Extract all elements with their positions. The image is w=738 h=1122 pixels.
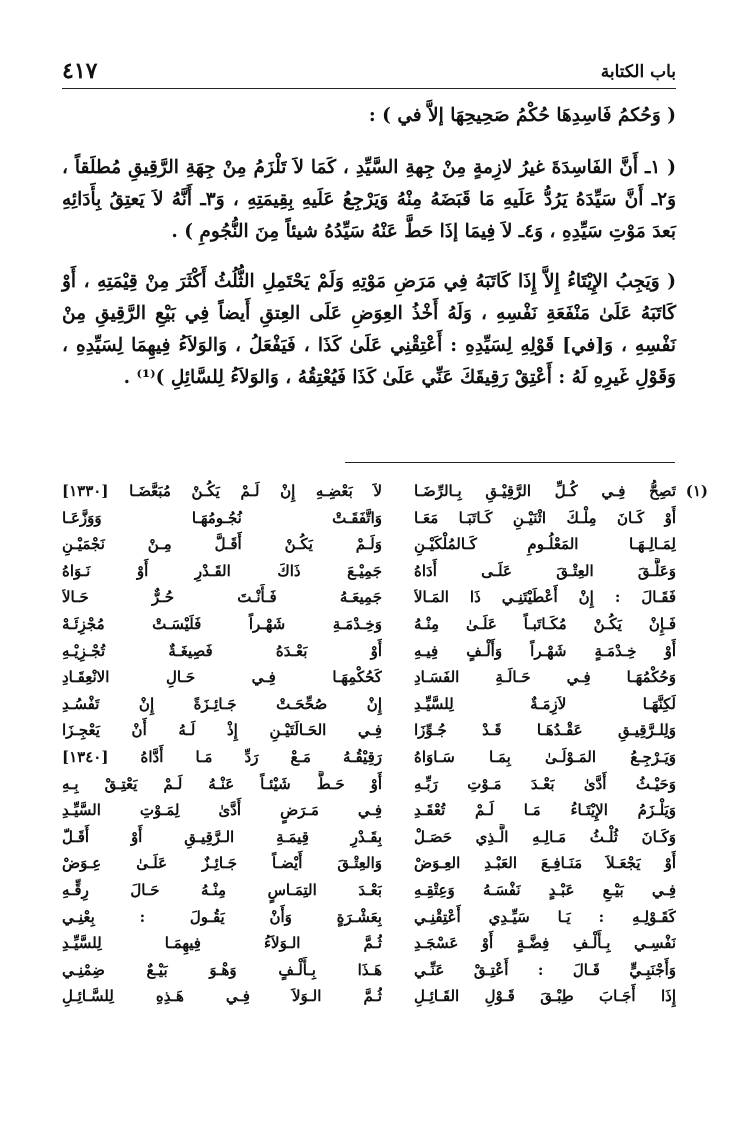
poem-verse-line: وَالعِتْـقَ أَيْضـاً جَـائِـزٌ عَلَـىٰ عِـوَضْ <box>62 854 382 873</box>
poem-verse-line: بَعْـدَ التِمَـاسٍ مِنْـهُ حَـالَ رِقِّـهِ <box>62 880 382 899</box>
poem-verse-line: ثُـمَّ الـوَلاَءُ فِيهِمَـا لِلسَّيِّـدِ <box>62 934 382 953</box>
poem-verse-line: أَوْ بَعْـدَهُ فَصِيغَـةٌ تُجْـزِيْـهِ <box>62 641 382 660</box>
poem-verse-line: وَعَلَّـقَ العِتْـقَ عَلَـى أَدَاهُ <box>414 561 676 580</box>
poem-verse-line: فَـإِنْ يَكُـنْ مُكَـاتَبـاً عَلَـىٰ مِنْـهُ <box>414 614 676 633</box>
poem-verse-line: أَوْ كَـانَ مِلْـكَ اثْنَيْـنِ كَـاتَبَـا مَعَـا <box>414 508 676 527</box>
footnote-separator <box>345 462 675 463</box>
poem-verse-line: وَحُكْمُهَـا فِـي حَـالَـةِ الفَسَـادِ <box>414 668 676 687</box>
poem-verse-line: أَوْ حَـطَّ شَيْئـاً عَنْـهُ لَـمْ يَعْتِـقْ بِـهِ <box>62 774 382 793</box>
poem-verse-line: وَحَيْـثُ أَدَّىٰ بَعْـدَ مَـوْتِ رَبِّـهِ <box>414 774 676 793</box>
chapter-title: باب الكتابة <box>600 62 676 82</box>
poem-verse-line: وَيَـرْجِـعُ المَـوْلَـىٰ بِمَـا سَـاوَاهُ <box>414 747 676 766</box>
poem-verse-line: إِذَا أَجَـابَ طِبْـقَ قَـوْلِ القَـائِـلِ <box>414 987 676 1006</box>
poem-verse-line: أَوْ خِـدْمَـةٍ شَهْـراً وَأَلْـفٍ فِيـهِ <box>414 641 676 660</box>
poem-verse-line: جَمِيعَـهُ فَـأَنْـتَ حُـرٌّ حَـالاَ <box>62 588 382 607</box>
poem-verse-line: بِقَـدْرِ قِيمَـةِ الـرَّقِيـقِ أَوْ أَقَـلّ <box>62 827 382 846</box>
footnote-poem-right-column <box>414 478 676 1010</box>
poem-verse-line: لاَ بَعْضِـهِ إِنْ لَـمْ يَكُـنْ مُبَعَّضَـا [١٣٣٠] <box>62 482 382 500</box>
poem-verse-line: فِـي الحَـالَتَيْـنِ إِذْ لَـهُ أَنْ يَعْجِـزَا <box>62 721 382 740</box>
poem-verse-line: أَوْ يَجْعَـلاَ مَنَـافِـعَ العَبْـدِ العِـوَضْ <box>414 854 676 873</box>
footnote-poem-left-column <box>62 478 382 1010</box>
poem-verse-line: جَمِيْـعَ ذَاكَ القَـدْرِ أَوْ نَـوَاهُ <box>62 561 382 580</box>
poem-verse-line: كَقَـوْلِـهِ : يَـا سَيِّـدِي أَعْتِقْنِـي <box>414 907 676 926</box>
poem-verse-line: وَلِلـرَّقِيـقِ عَقْـدُهَـا قَـدْ جُـوِّزَا <box>414 721 676 740</box>
poem-verse-line: بِعَشْـرَةٍ وَأَنْ يَقُـولَ : بِعْنِـي <box>62 907 382 926</box>
paragraph-exceptions: ( ١ـ أَنَّ الفَاسِدَةَ غيرُ لازِمةٍ مِنْ جِهةِ السَّيِّدِ ، كَمَا لاَ تَلْزَمُ مِنْ جِهَةِ الرَّقِيقِ مُطلَقاً ، وَ٢ـ أَنَّ سَيِّدَهُ يَرُدُّ عَلَيهِ مَا قَبَضَهُ مِنْهُ وَيَرْجِعُ عَلَيهِ بِقِيمَتِهِ ، وَ٣ـ أَنَّهُ لاَ يَعتِقُ بِأَدَائِهِ بَعدَ مَوْتِ سَيِّدِهِ ، وَ٤ـ لاَ فِيمَا إذَا حَطَّ عَنْهُ سَيِّدُهُ شيئاً مِنَ النُّجُومِ ) . <box>62 157 676 242</box>
poem-verse-line: وَكَـانَ ثُلْـثُ مَـالِـهِ الَّـذِي حَصَـلْ <box>414 827 676 846</box>
poem-verse-line: فِـي مَـرَضٍ أَدَّىٰ لِمَـوْتِ السَّيِّـدِ <box>62 801 382 820</box>
poem-verse-line: ثُـمَّ الـوَلاَ فِـي هَـذِهِ لِلسَّـائِـلِ <box>62 987 382 1006</box>
poem-verse-line: هَـذَا بِـأَلْـفٍ وَهْـوَ بَيْـعٌ ضِمْنِـي <box>62 960 382 979</box>
poem-verse-line: لِمَـالِـهَـا المَعْلُـومِ كَـالمُلْكَيْـنِ <box>414 535 676 554</box>
poem-verse-line: وَخِـدْمَـةِ شَهْـراً فَلَيْسَـتْ مُجْزِئَـهْ <box>62 614 382 633</box>
poem-verse-line: تَصِحُّ فِـي كُـلِّ الرَّقِيْـقِ بِـالرِّضَـا <box>414 482 676 500</box>
section-heading: ( وَحُكمُ فَاسِدِهَا حُكْمُ صَحِيحِهَا إلاَّ في ) : <box>368 105 676 126</box>
paragraph-iitaa: ( وَيَجِبُ الإِيْتَاءُ إِلاَّ إِذَا كَاتَبَهُ فِي مَرَضِ مَوْتِهِ وَلَمْ يَحْتَمِلِ الثُّلُثُ أَكْثَرَ مِنْ قِيْمَتِهِ ، أَوْ كَاتَبَهُ عَلَىٰ مَنْفَعَةِ نَفْسِهِ ، وَلَهُ أَخْذُ العِوَضِ عَلَى العِتقِ أَيضاً فِي بَيْعِ الرَّقِيقِ مِنْ نَفْسِهِ ، وَ[في] قَوْلِهِ لِسَيِّدِهِ : أَعْتِقْنِي عَلَىٰ كَذَا ، فَيَفْعَلُ ، وَالوَلاَءُ فِيهِمَا لِسَيِّدِهِ ، وَقَوْلِ غَيرِهِ لَهُ : أَعْتِقْ رَقِيقَكَ عَنِّي عَلَىٰ كَذَا فَيُعْتِقُهُ ، وَالوَلاَءُ لِلسَّائِلِ )⁽¹⁾ . <box>62 271 676 388</box>
poem-verse-line: وَلَـمْ يَكُـنْ أَقَـلَّ مِـنْ نَجْمَيْـنِ <box>62 535 382 554</box>
poem-verse-line: فِـي بَيْـعِ عَبْـدٍ نَفْسَـهُ وَعِتْقِـهِ <box>414 880 676 899</box>
running-header <box>62 58 676 89</box>
poem-verse-line: رَقِيْقُـهُ مَـعْ رَدِّ مَـا أَدَّاهُ [١٣٤٠] <box>62 747 382 766</box>
poem-verse-line: وَأَجْنَبِـيٍّ قَـالَ : أَعْتِـقْ عَنِّـي <box>414 960 676 979</box>
main-text <box>62 100 676 412</box>
poem-verse-line: وَاتَّفَقَـتْ نُجُـومُهَـا وَوَزَّعَـا <box>62 508 382 527</box>
poem-verse-line: وَيَلْـزَمُ الإِيْتَـاءُ مَـا لَـمْ تُعْقَـدِ <box>414 801 676 820</box>
poem-verse-line: لَكِنَّهَـا لاَزِمَـةٌ لِلسَّيِّـدِ <box>414 694 676 713</box>
page-number: ٤١٧ <box>62 58 98 84</box>
poem-verse-line: إِنْ صُحِّحَـتْ جَـائِـزَةً إِنْ تَفْسُـدِ <box>62 694 382 713</box>
footnote-number: (١) <box>685 482 708 500</box>
poem-verse-line: فَقَـالَ : إِنْ أَعْطَيْتَنِـي ذَا المَـالاَ <box>414 588 676 607</box>
poem-verse-line: كَحُكْمِهَـا فِـي حَـالِ الانْعِقَـادِ <box>62 668 382 687</box>
poem-verse-line: نَفْسِـي بِـأَلْـفِ فِضَّـةٍ أَوْ عَسْجَـدِ <box>414 934 676 953</box>
